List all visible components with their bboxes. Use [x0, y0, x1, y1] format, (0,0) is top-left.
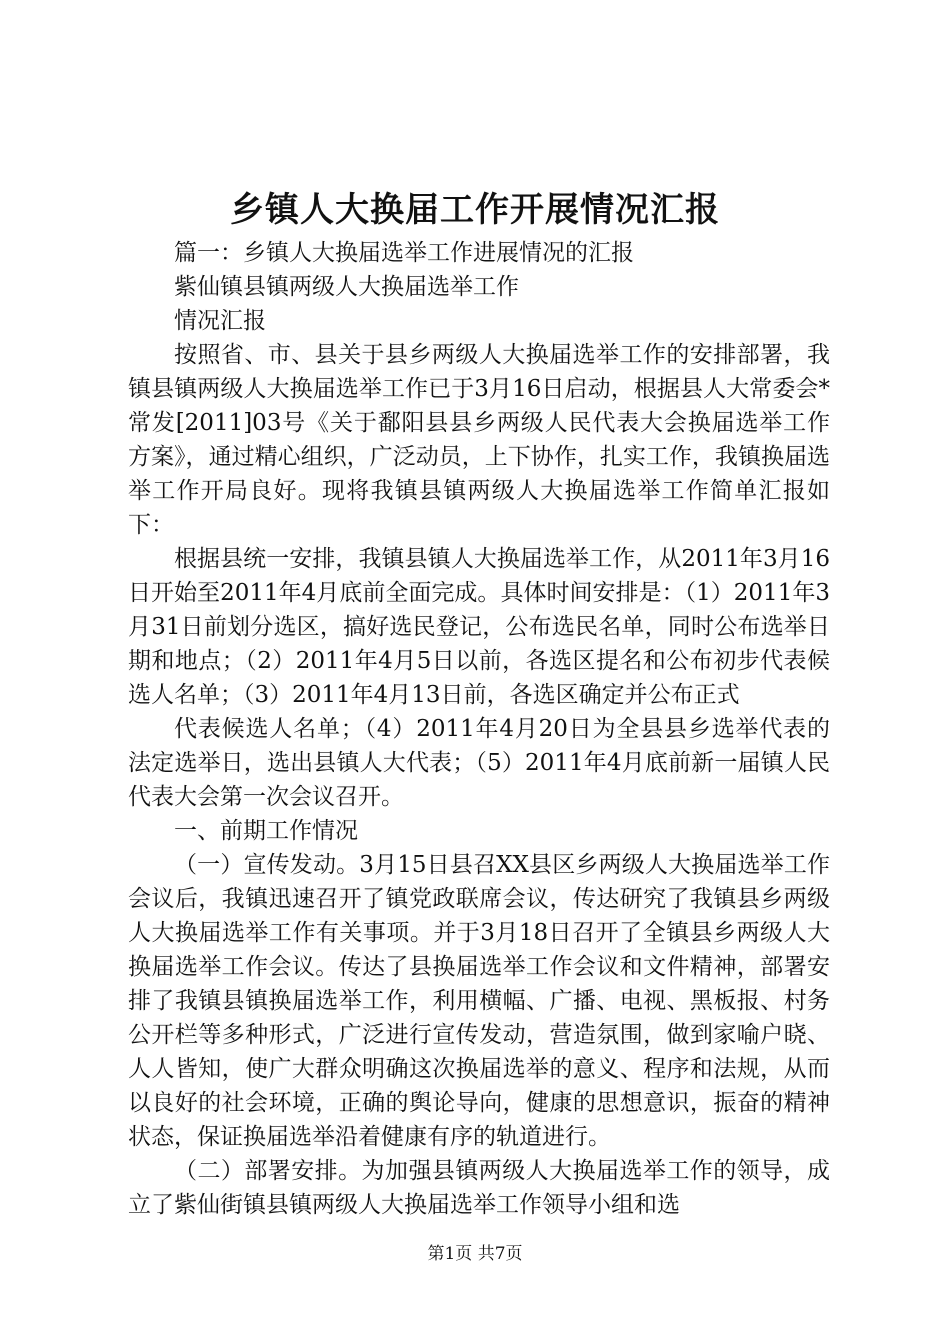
paragraph: （二）部署安排。为加强县镇两级人大换届选举工作的领导，成立了紫仙街镇县镇两级人大换届选举工作领导小组和选 [128, 1158, 830, 1218]
section-heading: 一、前期工作情况 [174, 818, 358, 844]
paragraph: 紫仙镇县镇两级人大换届选举工作 [174, 274, 519, 300]
paragraph: 情况汇报 [174, 308, 266, 334]
paragraph: 按照省、市、县关于县乡两级人大换届选举工作的安排部署，我镇县镇两级人大换届选举工作已于3月16日启动，根据县人大常委会*常发[2011]03号《关于鄱阳县县乡两级人民代表大会换届选举工作方案》，通过精心组织，广泛动员，上下协作，扎实工作，我镇换届选举工作开局良好。现将我镇县镇两级人大换届选举工作简单汇报如下： [128, 342, 830, 538]
page-footer: 第1页 共7页 [427, 1244, 523, 1264]
document-title: 乡镇人大换届工作开展情况汇报 [230, 190, 720, 230]
paragraph: 根据县统一安排，我镇县镇人大换届选举工作，从2011年3月16日开始至2011年4月底前全面完成。具体时间安排是：（1）2011年3月31日前划分选区，搞好选民登记，公布选民名单，同时公布选举日期和地点；（2）2011年4月5日以前，各选区提名和公布初步代表候选人名单；（3）2011年4月13日前，各选区确定并公布正式 [128, 546, 830, 708]
document-body [128, 236, 830, 1222]
paragraph: 篇一：乡镇人大换届选举工作进展情况的汇报 [174, 240, 634, 266]
paragraph: 代表候选人名单；（4）2011年4月20日为全县县乡选举代表的法定选举日，选出县镇人大代表；（5）2011年4月底前新一届镇人民代表大会第一次会议召开。 [128, 716, 830, 810]
paragraph: （一）宣传发动。3月15日县召XX县区乡两级人大换届选举工作会议后，我镇迅速召开了镇党政联席会议，传达研究了我镇县乡两级人大换届选举工作有关事项。并于3月18日召开了全镇县乡两级人大换届选举工作会议。传达了县换届选举工作会议和文件精神，部署安排了我镇县镇换届选举工作，利用横幅、广播、电视、黑板报、村务公开栏等多种形式，广泛进行宣传发动，营造氛围，做到家喻户晓、人人皆知，使广大群众明确这次换届选举的意义、程序和法规，从而以良好的社会环境，正确的舆论导向，健康的思想意识，振奋的精神状态，保证换届选举沿着健康有序的轨道进行。 [128, 852, 830, 1150]
